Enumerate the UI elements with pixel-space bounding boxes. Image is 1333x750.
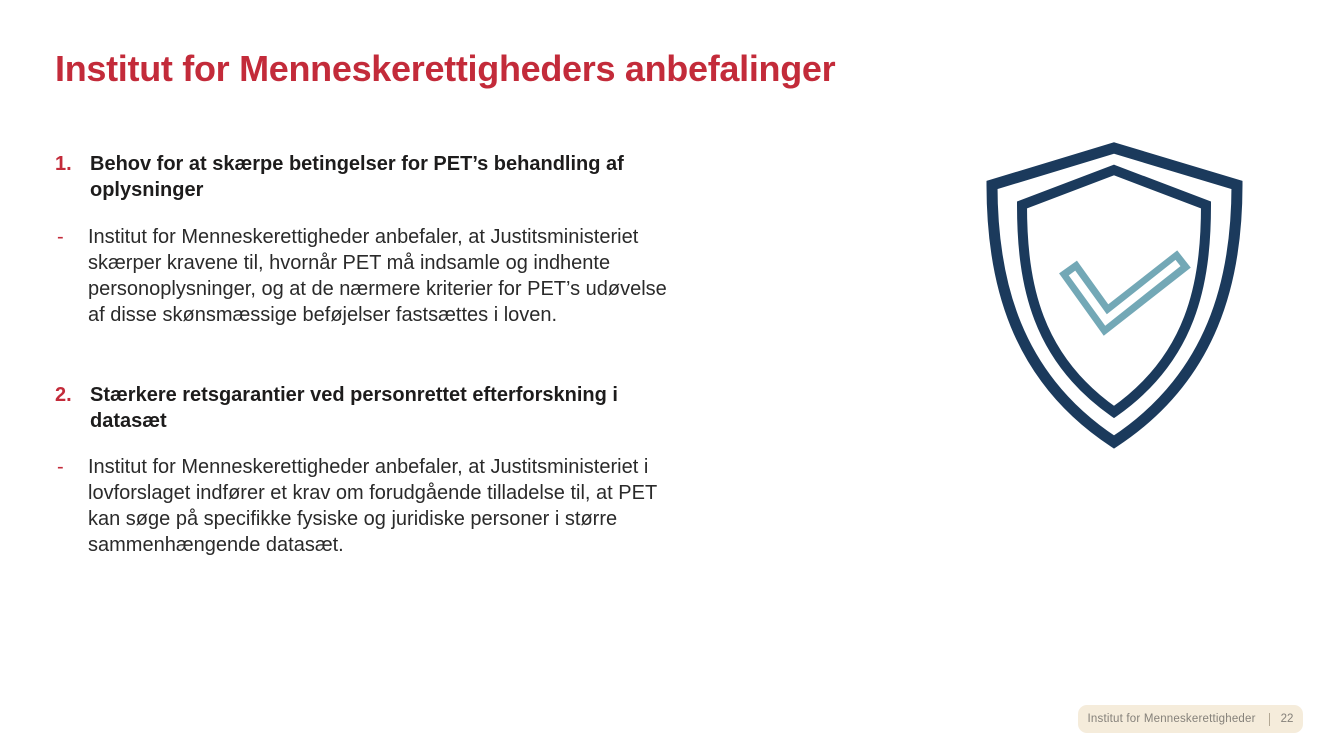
page-number: 22 <box>1280 713 1294 725</box>
bullet-dash: - <box>57 456 64 478</box>
section-1-heading-text <box>90 151 624 203</box>
slide-footer <box>1078 705 1303 733</box>
shield-check-icon <box>985 140 1243 450</box>
heading-line: datasæt <box>90 410 167 432</box>
body-line: personoplysninger, og at de nærmere kriterier for PET’s udøvelse <box>88 278 667 300</box>
body-line: af disse skønsmæssige beføjelser fastsættes i loven. <box>88 304 558 326</box>
body-line: Institut for Menneskerettigheder anbefaler, at Justitsministeriet i <box>88 456 649 478</box>
body-line: lovforslaget indfører et krav om forudgående tilladelse til, at PET <box>88 482 658 504</box>
body-line: kan søge på specifikke fysiske og juridiske personer i større <box>88 508 618 530</box>
footer-divider <box>1269 713 1270 726</box>
body-line: Institut for Menneskerettigheder anbefaler, at Justitsministeriet <box>88 226 639 248</box>
section-1-body <box>55 224 667 328</box>
section-2-body <box>55 454 657 558</box>
section-1-heading <box>55 151 624 203</box>
heading-line: oplysninger <box>90 179 204 201</box>
section-2-heading-text <box>90 382 618 434</box>
footer-organization-label: Institut for Menneskerettigheder <box>1087 713 1256 725</box>
heading-line: Stærkere retsgarantier ved personrettet efterforskning i <box>90 384 618 406</box>
heading-line: Behov for at skærpe betingelser for PET’s behandling af <box>90 153 624 175</box>
body-line: sammenhængende datasæt. <box>88 534 344 556</box>
section-2-number: 2. <box>55 384 72 406</box>
section-2-body-text <box>88 454 657 558</box>
bullet-dash: - <box>57 226 64 248</box>
section-2-heading <box>55 382 618 434</box>
section-1-body-text <box>88 224 667 328</box>
slide-title: Institut for Menneskerettigheders anbefalinger <box>55 48 836 89</box>
body-line: skærper kravene til, hvornår PET må indsamle og indhente <box>88 252 611 274</box>
section-1-number: 1. <box>55 153 72 175</box>
